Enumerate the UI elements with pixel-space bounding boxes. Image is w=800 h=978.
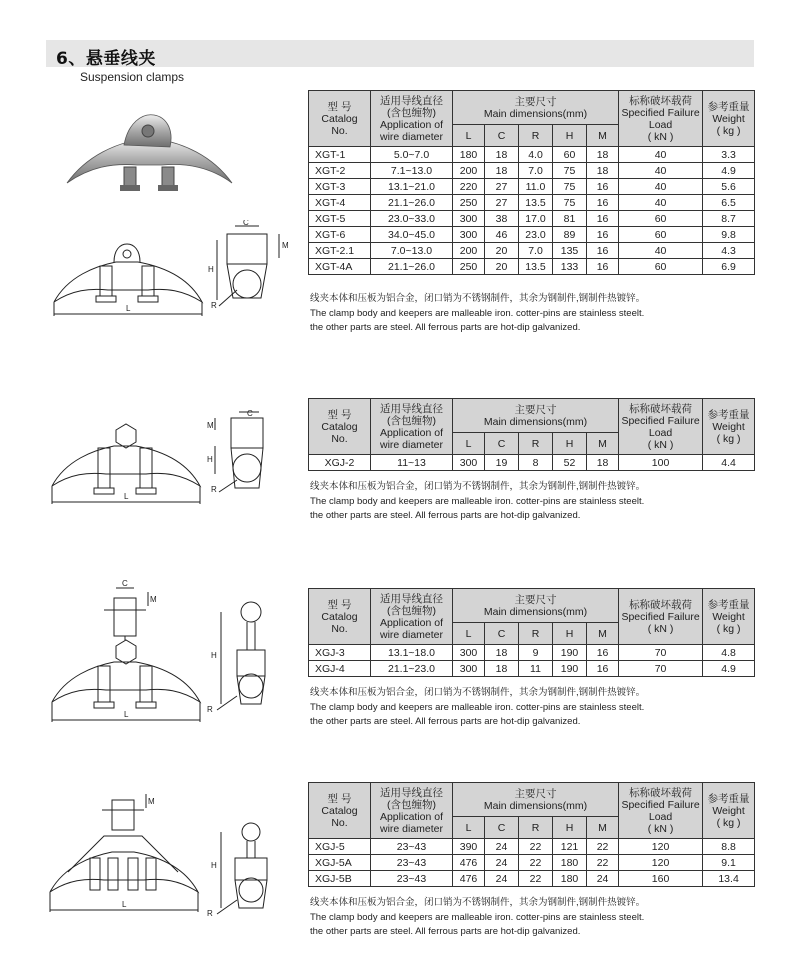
xgj5-side-drawing [205, 820, 295, 920]
table-row: XGJ-4 21.1~23.0 300 18 11 190 16 70 4.9 [309, 661, 755, 677]
header-c: C [485, 623, 519, 645]
header-catalog: 型 号 Catalog No. [309, 589, 371, 645]
header-load: 标称破坏载荷 Specified Failure Load ( kN ) [619, 783, 703, 839]
material-note [310, 480, 645, 522]
xgj3-front-drawing [46, 580, 206, 730]
spec-table-xgj3 [308, 588, 755, 677]
section-header [46, 40, 754, 67]
header-h: H [553, 623, 587, 645]
header-r: R [519, 817, 553, 839]
header-l: L [453, 817, 485, 839]
material-note [310, 292, 645, 334]
material-note [310, 686, 645, 728]
table-row: XGT-5 23.0~33.0 300 38 17.0 81 16 60 8.7 [309, 211, 755, 227]
header-l: L [453, 433, 485, 455]
table-row: XGT-1 5.0~7.0 180 18 4.0 60 18 40 3.3 [309, 147, 755, 163]
header-l: L [453, 623, 485, 645]
spec-table-xgj2 [308, 398, 755, 471]
note-en-1: The clamp body and keepers are malleable iron. cotter-pins are stainless steelt. [310, 912, 645, 923]
dim-label-l: L [126, 304, 131, 313]
header-l: L [453, 125, 485, 147]
header-m: M [587, 433, 619, 455]
header-catalog: 型 号 Catalog No. [309, 783, 371, 839]
note-cn: 线夹本体和压板为铝合金，闭口销为不锈钢制件，其余为钢制件,钢制件热镀锌。 [310, 293, 646, 304]
header-catalog: 型 号 Catalog No. [309, 399, 371, 455]
table-row: XGT-4A 21.1~26.0 250 20 13.5 133 16 60 6.9 [309, 259, 755, 275]
note-cn: 线夹本体和压板为铝合金，闭口销为不锈钢制件，其余为钢制件,钢制件热镀锌。 [310, 481, 646, 492]
note-en-2: the other parts are steel. All ferrous parts are hot-dip galvanized. [310, 926, 581, 937]
clamp-photo [62, 105, 237, 205]
table-row: XGJ-2 11~13 300 19 8 52 18 100 4.4 [309, 455, 755, 471]
table-row: XGJ-5B 23~43 476 24 22 180 24 160 13.4 [309, 871, 755, 887]
spec-table-xgj5 [308, 782, 755, 887]
table-row: XGJ-3 13.1~18.0 300 18 9 190 16 70 4.8 [309, 645, 755, 661]
header-r: R [519, 433, 553, 455]
material-note [310, 896, 645, 938]
xgt-front-drawing [48, 240, 208, 322]
header-weight: 参考重量 Weight ( kg ) [703, 399, 755, 455]
table-row: XGT-3 13.1~21.0 220 27 11.0 75 16 40 5.6 [309, 179, 755, 195]
header-c: C [485, 125, 519, 147]
header-m: M [587, 125, 619, 147]
table-row: XGT-2.1 7.0~13.0 200 20 7.0 135 16 40 4.3 [309, 243, 755, 259]
header-diameter: 适用导线直径 (含包缠物) Application of wire diameter [371, 589, 453, 645]
dim-label-c: C [247, 409, 253, 418]
dim-label-c: C [122, 580, 128, 588]
table-row: XGT-6 34.0~45.0 300 46 23.0 89 16 60 9.8 [309, 227, 755, 243]
dim-label-r: R [211, 301, 217, 310]
header-h: H [553, 817, 587, 839]
dim-label-l: L [124, 492, 129, 501]
note-cn: 线夹本体和压板为铝合金，闭口销为不锈钢制件，其余为钢制件,钢制件热镀锌。 [310, 897, 646, 908]
header-load: 标称破坏载荷 Specified Failure Load ( kN ) [619, 91, 703, 147]
header-r: R [519, 623, 553, 645]
table-row: XGJ-5 23~43 390 24 22 121 22 120 8.8 [309, 839, 755, 855]
header-weight: 参考重量 Weight ( kg ) [703, 783, 755, 839]
table-row: XGT-2 7.1~13.0 200 18 7.0 75 18 40 4.9 [309, 163, 755, 179]
header-dimensions: 主要尺寸 Main dimensions(mm) [453, 91, 619, 125]
dim-label-h: H [211, 651, 217, 660]
header-h: H [553, 125, 587, 147]
xgj2-side-drawing [205, 408, 295, 500]
dim-label-m: M [148, 797, 155, 806]
header-c: C [485, 433, 519, 455]
table-row: XGJ-5A 23~43 476 24 22 180 22 120 9.1 [309, 855, 755, 871]
dim-label-h: H [207, 455, 213, 464]
dim-label-m: M [207, 421, 214, 430]
dim-label-h: H [211, 861, 217, 870]
dim-label-r: R [207, 705, 213, 714]
note-en-1: The clamp body and keepers are malleable iron. cotter-pins are stainless steelt. [310, 496, 645, 507]
header-h: H [553, 433, 587, 455]
note-en-2: the other parts are steel. All ferrous parts are hot-dip galvanized. [310, 510, 581, 521]
xgt-side-drawing [205, 220, 295, 312]
header-diameter: 适用导线直径 (含包缠物) Application of wire diameter [371, 91, 453, 147]
header-r: R [519, 125, 553, 147]
note-en-2: the other parts are steel. All ferrous parts are hot-dip galvanized. [310, 716, 581, 727]
header-m: M [587, 817, 619, 839]
dim-label-l: L [124, 710, 129, 719]
header-load: 标称破坏载荷 Specified Failure Load ( kN ) [619, 399, 703, 455]
note-cn: 线夹本体和压板为铝合金，闭口销为不锈钢制件，其余为钢制件,钢制件热镀锌。 [310, 687, 646, 698]
section-title: 6、悬垂线夹 [56, 49, 156, 69]
xgj3-side-drawing [205, 598, 295, 718]
header-diameter: 适用导线直径 (含包缠物) Application of wire diameter [371, 399, 453, 455]
xgj2-front-drawing [46, 420, 206, 512]
spec-table-xgt [308, 90, 755, 275]
dim-label-c: C [243, 220, 249, 227]
header-dimensions: 主要尺寸 Main dimensions(mm) [453, 589, 619, 623]
header-m: M [587, 623, 619, 645]
note-en-1: The clamp body and keepers are malleable iron. cotter-pins are stainless steelt. [310, 308, 645, 319]
note-en-1: The clamp body and keepers are malleable iron. cotter-pins are stainless steelt. [310, 702, 645, 713]
dim-label-r: R [211, 485, 217, 494]
header-c: C [485, 817, 519, 839]
xgj5-front-drawing [44, 780, 204, 920]
header-diameter: 适用导线直径 (含包缠物) Application of wire diameter [371, 783, 453, 839]
section-subtitle: Suspension clamps [80, 70, 185, 84]
note-en-2: the other parts are steel. All ferrous parts are hot-dip galvanized. [310, 322, 581, 333]
dim-label-m: M [150, 595, 157, 604]
dim-label-m: M [282, 241, 289, 250]
dim-label-h: H [208, 265, 214, 274]
header-weight: 参考重量 Weight ( kg ) [703, 589, 755, 645]
header-load: 标称破坏载荷 Specified Failure ( kN ) [619, 589, 703, 645]
dim-label-l: L [122, 900, 127, 909]
header-catalog: 型 号 Catalog No. [309, 91, 371, 147]
header-dimensions: 主要尺寸 Main dimensions(mm) [453, 399, 619, 433]
dim-label-r: R [207, 909, 213, 918]
header-dimensions: 主要尺寸 Main dimensions(mm) [453, 783, 619, 817]
header-weight: 参考重量 Weight ( kg ) [703, 91, 755, 147]
table-row: XGT-4 21.1~26.0 250 27 13.5 75 16 40 6.5 [309, 195, 755, 211]
